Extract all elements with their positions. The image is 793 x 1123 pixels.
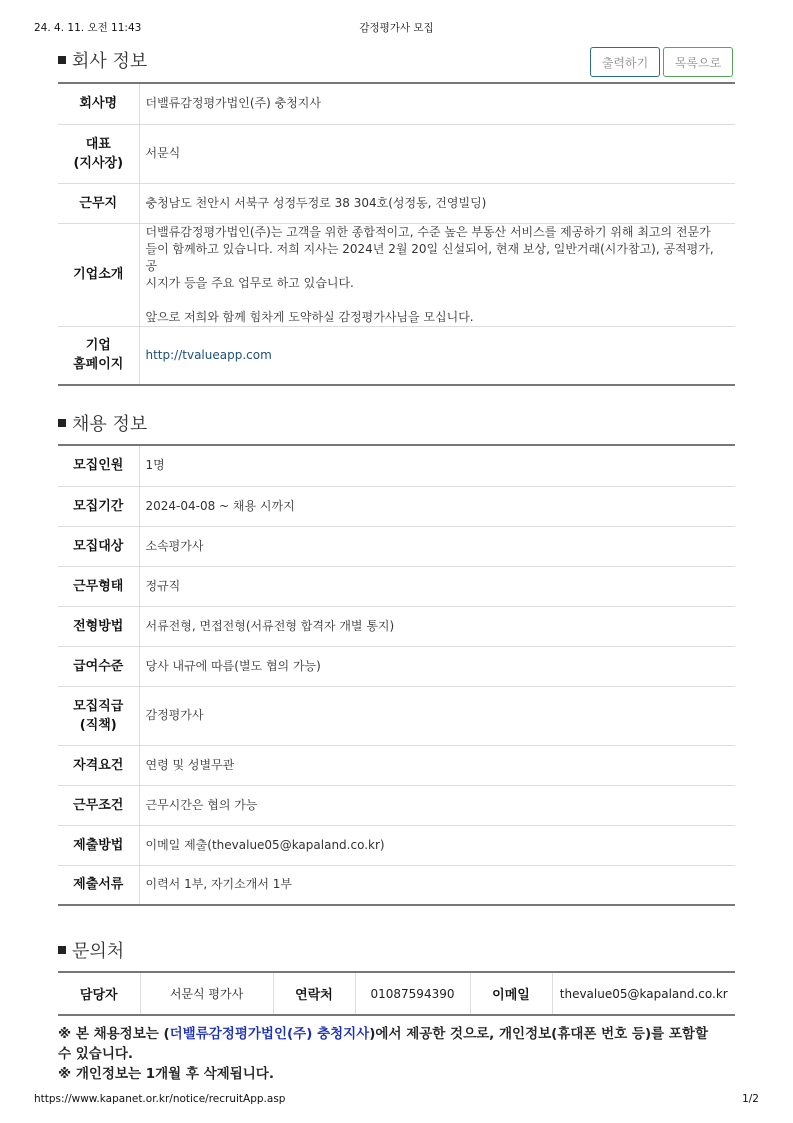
table-row — [58, 124, 735, 183]
intro-value: 더밸류감정평가법인(주)는 고객을 위한 종합적이고, 수준 높은 부동산 서비스를 제공하기 위해 최고의 전문가 들이 함께하고 있습니다. 저희 지사는 2024년 2월 20일 신설되어, 현재 보상, 일반거래(시가참고), 공적평가, 공 시지가 등을 주요 업무로 하고 있습니다. 앞으로 저희와 함께 힘차게 도약하실 감정평가사님을 모십니다. — [139, 223, 735, 326]
row-value: 이메일 제출(thevalue05@kapaland.co.kr) — [139, 825, 735, 865]
company-name-value: 더밸류감정평가법인(주) 충청지사 — [139, 83, 735, 124]
row-value: 소속평가사 — [139, 526, 735, 566]
print-footer — [34, 1093, 759, 1107]
contact-section-title: 문의처 — [58, 937, 124, 963]
contact-person-label: 담당자 — [58, 972, 140, 1015]
square-bullet-icon — [58, 419, 66, 427]
print-url: https://www.kapanet.or.kr/notice/recruitApp.asp — [34, 1093, 286, 1105]
row-label: 전형방법 — [58, 606, 139, 646]
table-row — [58, 566, 735, 606]
row-value: 정규직 — [139, 566, 735, 606]
representative-label: 대표 (지사장) — [58, 124, 139, 183]
table-row — [58, 606, 735, 646]
row-label: 근무형태 — [58, 566, 139, 606]
notice-company-name: 더밸류감정평가법인(주) 충청지사 — [169, 1026, 370, 1042]
contact-email-value: thevalue05@kapaland.co.kr — [559, 986, 728, 1001]
table-row — [58, 865, 735, 905]
square-bullet-icon — [58, 56, 66, 64]
row-value: 1명 — [139, 445, 735, 486]
square-bullet-icon — [58, 946, 66, 954]
row-value: 근무시간은 협의 가능 — [139, 785, 735, 825]
homepage-link[interactable]: http://tvalueapp.com — [145, 347, 272, 362]
print-header — [34, 20, 759, 34]
table-row — [58, 83, 735, 124]
recruit-section-title: 채용 정보 — [58, 410, 147, 436]
contact-email-label: 이메일 — [470, 972, 552, 1015]
row-value: 감정평가사 — [139, 686, 735, 745]
row-value: 이력서 1부, 자기소개서 1부 — [145, 877, 292, 892]
print-button[interactable]: 출력하기 — [590, 47, 660, 77]
contact-phone-value: 01087594390 — [355, 972, 470, 1015]
table-row — [58, 183, 735, 223]
recruit-info-table — [58, 444, 735, 906]
table-row — [58, 486, 735, 526]
table-row — [58, 745, 735, 785]
table-row — [58, 445, 735, 486]
company-name-label: 회사명 — [58, 83, 139, 124]
print-date: 24. 4. 11. 오전 11:43 — [34, 22, 142, 34]
row-label: 모집인원 — [58, 445, 139, 486]
table-row — [58, 223, 735, 326]
table-row — [58, 326, 735, 385]
row-label: 근무조건 — [58, 785, 139, 825]
row-label: 자격요건 — [58, 745, 139, 785]
table-row — [58, 825, 735, 865]
row-label: 제출방법 — [58, 825, 139, 865]
company-section-title: 회사 정보 — [58, 47, 147, 73]
contact-phone-label: 연락처 — [273, 972, 355, 1015]
table-row — [58, 526, 735, 566]
print-title: 감정평가사 모집 — [359, 22, 434, 34]
location-value: 충청남도 천안시 서북구 성정두정로 38 304호(성정동, 건영빌딩) — [139, 183, 735, 223]
row-label: 모집직급 (직책) — [58, 686, 139, 745]
row-label: 모집대상 — [58, 526, 139, 566]
row-label: 모집기간 — [58, 486, 139, 526]
table-row — [58, 785, 735, 825]
company-info-table — [58, 82, 735, 386]
contact-table — [58, 971, 735, 1016]
privacy-notice: ※ 본 채용정보는 (더밸류감정평가법인(주) 충청지사)에서 제공한 것으로, 개인정보(휴대폰 번호 등)를 포함할 수 있습니다. ※ 개인정보는 1개월 후 삭제됩니다. — [58, 1026, 709, 1082]
page-number: 1/2 — [742, 1093, 759, 1105]
table-row — [58, 686, 735, 745]
row-label: 급여수준 — [58, 646, 139, 686]
homepage-label: 기업 홈페이지 — [58, 326, 139, 385]
row-value: 서류전형, 면접전형(서류전형 합격자 개별 통지) — [139, 606, 735, 646]
back-to-list-button[interactable]: 목록으로 — [663, 47, 733, 77]
representative-value: 서문식 — [139, 124, 735, 183]
table-row — [58, 646, 735, 686]
row-value: 2024-04-08 ~ 채용 시까지 — [139, 486, 735, 526]
intro-label: 기업소개 — [58, 223, 139, 326]
table-row — [58, 972, 735, 1015]
row-value: 당사 내규에 따름(별도 협의 가능) — [139, 646, 735, 686]
row-value — [139, 326, 735, 385]
row-label: 제출서류 — [58, 865, 139, 905]
location-label: 근무지 — [58, 183, 139, 223]
row-value: 연령 및 성별무관 — [139, 745, 735, 785]
contact-person-value: 서문식 평가사 — [140, 972, 273, 1015]
